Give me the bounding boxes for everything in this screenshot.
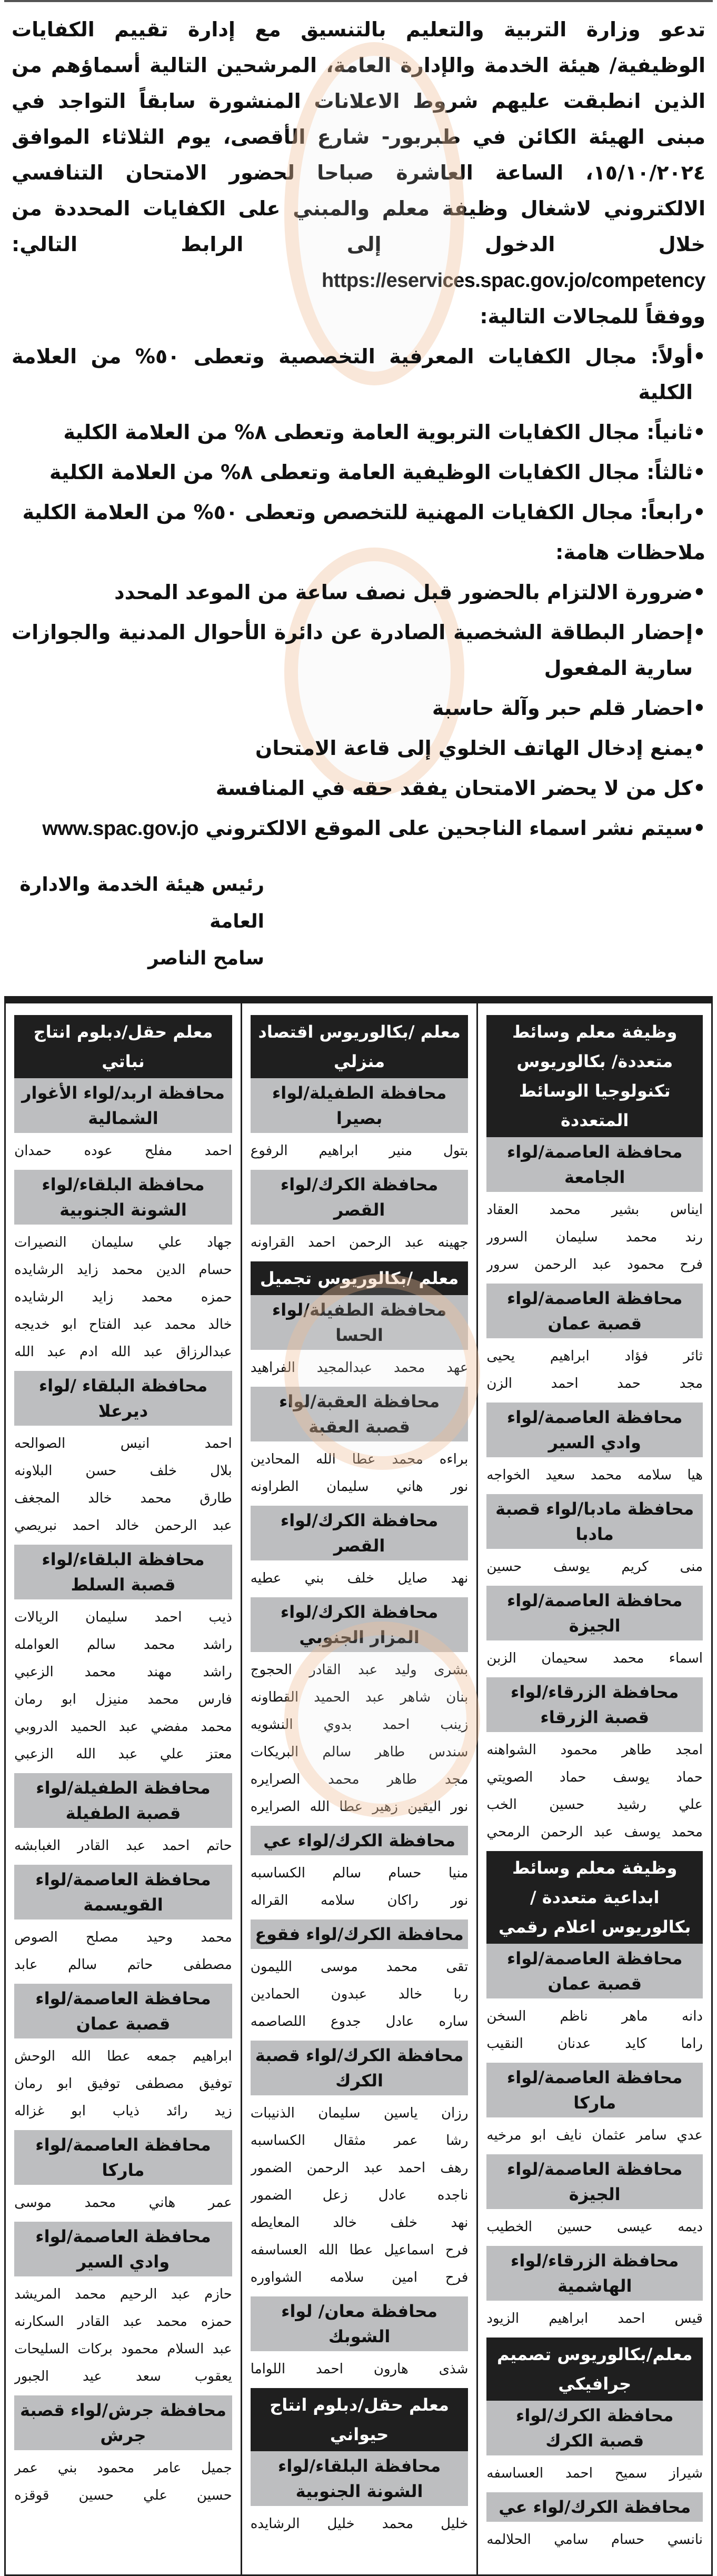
candidate-name: زيد رائد ذياب ابو غزاله bbox=[14, 2103, 232, 2119]
candidate-name: ديمه عيسى حسين الخطيب bbox=[486, 2219, 703, 2235]
candidate-name: بنان شاهر عبد الحميد القطاونه bbox=[250, 1689, 469, 1705]
candidate-list bbox=[486, 1461, 703, 1489]
candidate-name: محمد مفضي عبد الحميد الدروبي bbox=[14, 1719, 232, 1735]
candidate-list bbox=[14, 2189, 232, 2216]
candidate-list bbox=[251, 1229, 469, 1256]
governorate-header: محافظة العاصمة/لواء قصبة عمان bbox=[14, 1984, 232, 2038]
candidate-name: شيراز سميح احمد العساسفه bbox=[486, 2465, 703, 2481]
governorate-header: محافظة مادبا/لواء قصبة مادبا bbox=[486, 1494, 703, 1549]
candidate-name: زينب احمد بدوي النشويه bbox=[250, 1717, 469, 1733]
candidate-name: راشد محمد سالم العوامله bbox=[14, 1637, 232, 1653]
note-item: • يمنع إدخال الهاتف الخلوي إلى قاعة الامتحان bbox=[12, 730, 705, 766]
candidate-list bbox=[251, 2100, 469, 2291]
region-block bbox=[486, 1586, 703, 1672]
region-block bbox=[14, 2395, 232, 2509]
region-block bbox=[251, 1261, 469, 1381]
region-block bbox=[486, 2154, 703, 2241]
candidate-name: منى كريم يوسف حسين bbox=[486, 1559, 703, 1575]
governorate-header: محافظة العاصمة/لواء القويسمة bbox=[14, 1865, 232, 1919]
candidate-list bbox=[14, 1137, 232, 1165]
region-block bbox=[14, 2222, 232, 2390]
candidate-name: بتول منير ابراهيم الرفوع bbox=[250, 1143, 469, 1159]
intro-paragraph: تدعو وزارة التربية والتعليم بالتنسيق مع إدارة تقييم الكفايات الوظيفية/ هيئة الخدمة والإدارة العامة، المرشحين التالية أسماؤهم من الذين انطبقت عليهم شروط الاعلانات المنشورة سابقاً التواجد في مبنى الهيئة الكائن في طبربور- شارع الأقصى، يوم الثلاثاء الموافق ١٥/١٠/٢٠٢٤، الساعة العاشرة صباحا لحضور الامتحان التنافسي الالكتروني لاشغال وظيفة معلم والمبني على الكفايات المحددة من خلال الدخول إلى الرابط التالي: https://eservices.spac.gov.jo/competency bbox=[12, 18, 705, 292]
candidate-name: محمد يوسف عبد الرحمن الرمحي bbox=[486, 1824, 703, 1840]
note-item: • سيتم نشر اسماء الناجحين على الموقع الالكتروني www.spac.gov.jo bbox=[12, 810, 705, 847]
governorate-header: محافظة العاصمة/لواء قصبة عمان bbox=[486, 1284, 703, 1338]
candidate-list bbox=[14, 1430, 232, 1539]
competency-link[interactable]: https://eservices.spac.gov.jo/competency bbox=[321, 270, 705, 292]
candidate-name: ناجده عادل زعل الضمور bbox=[250, 2187, 469, 2203]
candidate-name: خليل محمد خليل الرشايده bbox=[250, 2516, 469, 2532]
region-block bbox=[251, 1919, 469, 2035]
candidate-name: تقى محمد موسى الليمون bbox=[250, 1959, 469, 1975]
candidate-name: عدي سامر عثمان نايف ابو مرخيه bbox=[486, 2127, 703, 2143]
candidate-name: اسماء محمد سحيمان الزبن bbox=[486, 1650, 703, 1666]
candidate-name: رزان ياسين سليمان الذنيبات bbox=[250, 2105, 469, 2121]
region-block bbox=[486, 1403, 703, 1489]
candidate-name: نهد صايل خلف بني عطيه bbox=[250, 1570, 469, 1586]
region-block bbox=[14, 1545, 232, 1768]
governorate-header: محافظة الزرقاء/لواء قصبة الزرقاء bbox=[486, 1677, 703, 1732]
domain-item: • ثالثاً: مجال الكفايات الوظيفية العامة وتعطى ٨% من العلامة الكلية bbox=[12, 454, 705, 490]
governorate-header: محافظة العاصمة/لواء قصبة عمان bbox=[486, 1944, 703, 1998]
website-link[interactable]: www.spac.gov.jo bbox=[42, 818, 198, 840]
region-block bbox=[486, 1851, 703, 2057]
candidate-list bbox=[251, 1859, 469, 1914]
candidate-name: حمزه محمد عبد القادر السكارنه bbox=[14, 2314, 232, 2330]
region-block bbox=[251, 1170, 469, 1256]
candidate-name: حاتم احمد عبد القادر الغبابشه bbox=[14, 1838, 232, 1854]
candidate-name: طارق محمد خالد المجغف bbox=[14, 1490, 232, 1506]
candidate-name: محمد وحيد مصلح الصوص bbox=[14, 1929, 232, 1945]
candidate-list bbox=[486, 1736, 703, 1846]
candidate-list bbox=[251, 2355, 469, 2383]
candidate-list bbox=[486, 1196, 703, 1278]
region-block bbox=[251, 1015, 469, 1165]
governorate-header: محافظة البلقاء /لواء ديرعلا bbox=[14, 1371, 232, 1426]
job-title-header: معلم حقل/دبلوم انتاج حيواني bbox=[251, 2388, 469, 2451]
region-block bbox=[486, 2246, 703, 2332]
candidate-list bbox=[251, 1446, 469, 1500]
domain-item: • أولاً: مجال الكفايات المعرفية التخصصية وتعطى ٥٠% من العلامة الكلية bbox=[12, 339, 705, 410]
candidate-name: عهد محمد عبدالمجيد الفراهيد bbox=[250, 1360, 469, 1376]
section-divider bbox=[4, 996, 713, 1003]
governorate-header: محافظة الكرك/لواء قصبة الكرك bbox=[251, 2041, 469, 2095]
candidate-name: فرح محمود عبد الرحمن سرور bbox=[486, 1257, 703, 1272]
governorate-header: محافظة الكرك/لواء المزار الجنوبي bbox=[251, 1597, 469, 1652]
candidate-name: احمد مفلح عوده حمدان bbox=[14, 1143, 232, 1159]
candidate-list bbox=[14, 1604, 232, 1768]
candidate-list bbox=[486, 2460, 703, 2487]
candidate-name: دانه ماهر ناظم السخن bbox=[486, 2008, 703, 2024]
note-item: • إحضار البطاقة الشخصية الصادرة عن دائرة الأحوال المدنية والجوازات سارية المفعول bbox=[12, 614, 705, 686]
candidate-name: نهد خلف خالد المعايطه bbox=[250, 2215, 469, 2231]
governorate-header: محافظة البلقاء/لواء الشونة الجنوبية bbox=[251, 2451, 469, 2506]
candidate-name: راما كايد عدنان النقيب bbox=[486, 2036, 703, 2052]
candidate-name: احمد انيس الصوالحه bbox=[14, 1436, 232, 1451]
candidate-name: مصطفى حاتم سالم عابد bbox=[14, 1957, 232, 1973]
note-item: • ضرورة الالتزام بالحضور قبل نصف ساعة من الموعد المحدد bbox=[12, 574, 705, 610]
region-block bbox=[14, 1984, 232, 2125]
region-block bbox=[14, 1865, 232, 1978]
region-block bbox=[486, 2063, 703, 2149]
domain-item: • رابعاً: مجال الكفايات المهنية للتخصص وتعطى ٥٠% من العلامة الكلية bbox=[12, 494, 705, 530]
candidate-name: مجد حمد احمد الزن bbox=[486, 1376, 703, 1391]
governorate-header: محافظة البلقاء/لواء الشونة الجنوبية bbox=[14, 1170, 232, 1225]
candidate-name: يعقوب سعد عيد الجبور bbox=[14, 2369, 232, 2384]
candidate-name: عبد الرحمن خالد احمد نبريصي bbox=[14, 1518, 232, 1534]
candidate-name: امجد طاهر محمود الشواهنه bbox=[486, 1742, 703, 1758]
candidate-list bbox=[14, 2454, 232, 2509]
candidate-name: هيا سلامه محمد سعيد الخواجه bbox=[486, 1467, 703, 1483]
note-item: • احضار قلم حبر وآلة حاسبة bbox=[12, 690, 705, 726]
region-block bbox=[14, 1015, 232, 1165]
region-block bbox=[251, 1387, 469, 1500]
candidate-name: حسين علي حسين قوقزه bbox=[14, 2488, 232, 2503]
governorate-header: محافظة اربد/لواء الأغوار الشمالية bbox=[14, 1078, 232, 1133]
region-block bbox=[486, 2338, 703, 2487]
candidates-column bbox=[241, 1003, 477, 2574]
job-title-header: معلم حقل/دبلوم انتاج نباتي bbox=[14, 1015, 232, 1078]
region-block bbox=[486, 1494, 703, 1580]
candidate-list bbox=[251, 1953, 469, 2035]
candidate-list bbox=[251, 1137, 469, 1165]
candidate-name: عبد السلام محمود بركات السليحات bbox=[14, 2341, 232, 2357]
candidate-name: عمر هاني محمد موسى bbox=[14, 2195, 232, 2211]
candidate-list bbox=[486, 2213, 703, 2241]
candidate-name: جهينه عبد الرحمن احمد القراونه bbox=[250, 1235, 469, 1250]
signature-title: رئيس هيئة الخدمة والادارة العامة bbox=[19, 874, 264, 932]
governorate-header: محافظة العاصمة/لواء الجيزة bbox=[486, 1586, 703, 1640]
governorate-header: محافظة الزرقاء/لواء الهاشمية bbox=[486, 2246, 703, 2301]
note-item: • كل من لا يحضر الامتحان يفقد حقه في المنافسة bbox=[12, 770, 705, 806]
governorate-header: محافظة الكرك/لواء القصر bbox=[251, 1506, 469, 1560]
candidate-name: حازم عبد الرحيم محمد المريشد bbox=[14, 2286, 232, 2302]
job-title-header: معلم /بكالوريوس تجميل bbox=[251, 1261, 469, 1295]
candidate-name: ابراهيم جمعه عطا الله الوحش bbox=[14, 2048, 232, 2064]
region-block bbox=[14, 2130, 232, 2216]
candidate-name: نور راكان سلامه القراله bbox=[250, 1893, 469, 1908]
governorate-header: محافظة الكرك/لواء فقوع bbox=[251, 1919, 469, 1949]
job-title-header: وظيفة معلم وسائط متعددة/ بكالوريوس تكنولوجيا الوسائط المتعددة bbox=[486, 1015, 703, 1137]
candidate-name: خالد محمد عبد الفتاح ابو خديجه bbox=[14, 1317, 232, 1332]
candidate-name: ساره عادل جدوع اللصاصمه bbox=[250, 2014, 469, 2030]
governorate-header: محافظة الكرك/لواء قصبة الكرك bbox=[486, 2401, 703, 2455]
candidate-name: سندس طاهر سالم البريكات bbox=[250, 1744, 469, 1760]
candidate-name: شذى هارون احمد اللواما bbox=[250, 2361, 469, 2377]
governorate-header: محافظة العاصمة/لواء وادي السير bbox=[14, 2222, 232, 2276]
candidate-name: فرح امين سلامه الشواوره bbox=[250, 2270, 469, 2285]
candidates-column bbox=[4, 1003, 241, 2574]
candidate-list bbox=[14, 1924, 232, 1978]
governorate-header: محافظة العاصمة/لواء وادي السير bbox=[486, 1403, 703, 1457]
candidate-name: حسام الدين محمد زايد الرشايده bbox=[14, 1262, 232, 1278]
candidate-name: ثائر فؤاد ابراهيم يحيى bbox=[486, 1348, 703, 1364]
governorate-header: محافظة الطفيلة/لواء قصبة الطفيلة bbox=[14, 1773, 232, 1828]
governorate-header: محافظة معان/ لواء الشوبك bbox=[251, 2296, 469, 2351]
job-title-header: وظيفة معلم وسائط ابداعية متعددة /بكالوريوس اعلام رقمي bbox=[486, 1851, 703, 1944]
candidate-list bbox=[486, 1645, 703, 1672]
candidate-list bbox=[14, 2281, 232, 2390]
candidate-name: قيس احمد ابراهيم الزيود bbox=[486, 2311, 703, 2326]
notes-label: ملاحظات هامة: bbox=[555, 541, 705, 564]
candidate-name: نانسي حسام سامي الحلالمه bbox=[486, 2532, 703, 2548]
job-title-header: معلم /بكالوريوس اقتصاد منزلي bbox=[251, 1015, 469, 1078]
candidate-list bbox=[14, 1229, 232, 1366]
governorate-header: محافظة العاصمة/لواء الجامعة bbox=[486, 1137, 703, 1192]
region-block bbox=[14, 1170, 232, 1366]
region-block bbox=[486, 1677, 703, 1846]
candidate-name: ايناس بشير محمد العقاد bbox=[486, 1202, 703, 1218]
announcement-body bbox=[0, 2, 717, 856]
candidates-columns bbox=[4, 1003, 713, 2576]
candidate-name: منيا حسام سالم الكساسبه bbox=[250, 1865, 469, 1881]
governorate-header: محافظة الكرك/لواء القصر bbox=[251, 1170, 469, 1225]
candidate-name: حماد يوسف حماد الصويتي bbox=[486, 1769, 703, 1785]
candidate-name: نور هاني سليمان الطراونه bbox=[250, 1479, 469, 1495]
candidate-name: جميل عامر محمود بني عمر bbox=[14, 2460, 232, 2476]
candidate-list bbox=[251, 1354, 469, 1381]
candidate-name: علي رشيد حسين الخب bbox=[486, 1797, 703, 1813]
region-block bbox=[251, 1597, 469, 1821]
governorate-header: محافظة الكرك/لواء عي bbox=[486, 2492, 703, 2522]
region-block bbox=[251, 1506, 469, 1592]
governorate-header: محافظة العاصمة/لواء الجيزة bbox=[486, 2154, 703, 2209]
candidate-name: عبدالرزاق عبد الله ادم عبد الله bbox=[14, 1344, 232, 1360]
domains-list bbox=[12, 339, 705, 530]
governorate-header: محافظة جرش/لواء قصبة جرش bbox=[14, 2395, 232, 2450]
region-block bbox=[14, 1773, 232, 1859]
region-block bbox=[486, 1284, 703, 1397]
candidate-name: رند محمد سليمان السرور bbox=[486, 1229, 703, 1245]
domain-item: • ثانياً: مجال الكفايات التربوية العامة وتعطى ٨% من العلامة الكلية bbox=[12, 414, 705, 450]
candidate-name: حمزه محمد زايد الرشايده bbox=[14, 1289, 232, 1305]
candidate-name: جهاد علي سليمان النصيرات bbox=[14, 1235, 232, 1250]
candidate-name: مجد طاهر محمد الصرايره bbox=[250, 1772, 469, 1787]
candidate-list bbox=[486, 1553, 703, 1580]
region-block bbox=[251, 2296, 469, 2383]
governorate-header: محافظة الطفيلة/لواء بصيرا bbox=[251, 1078, 469, 1133]
candidate-name: بشرى وليد عبد القادر الحجوج bbox=[250, 1662, 469, 1678]
candidate-list bbox=[486, 2122, 703, 2149]
candidate-list bbox=[251, 1656, 469, 1821]
signature-name: سامح الناصر bbox=[148, 948, 264, 969]
region-block bbox=[14, 1371, 232, 1539]
candidate-list bbox=[251, 1565, 469, 1592]
region-block bbox=[251, 1826, 469, 1914]
candidate-name: فرح اسماعيل عطا الله العساسفه bbox=[250, 2242, 469, 2258]
domains-label: ووفقاً للمجالات التالية: bbox=[480, 305, 705, 328]
candidate-name: توفيق مصطفى توفيق ابو رمان bbox=[14, 2076, 232, 2092]
candidate-list bbox=[14, 2043, 232, 2125]
candidate-name: براءه محمد عطا الله المحادين bbox=[250, 1451, 469, 1467]
region-block bbox=[486, 1015, 703, 1278]
candidate-list bbox=[251, 2510, 469, 2538]
candidate-name: ربا خالد عبدون الحمادين bbox=[250, 1986, 469, 2002]
candidate-name: رشا عمر مثقال الكساسبه bbox=[250, 2133, 469, 2149]
candidate-name: بلال خلف حسن البلاونه bbox=[14, 1463, 232, 1479]
governorate-header: محافظة الكرك/لواء عي bbox=[251, 1826, 469, 1855]
governorate-header: محافظة البلقاء/لواء قصبة السلط bbox=[14, 1545, 232, 1599]
governorate-header: محافظة الطفيلة/لواء الحسا bbox=[251, 1295, 469, 1350]
candidate-list bbox=[486, 1342, 703, 1397]
signature bbox=[0, 856, 717, 977]
candidate-name: معتز علي عبد الله الزعبي bbox=[14, 1746, 232, 1762]
region-block bbox=[251, 2388, 469, 2538]
candidate-name: راشد مهند محمد الزعبي bbox=[14, 1664, 232, 1680]
candidate-name: فارس محمد منيزل ابو رمان bbox=[14, 1692, 232, 1707]
candidate-list bbox=[486, 2305, 703, 2332]
candidate-list bbox=[486, 2003, 703, 2057]
candidate-list bbox=[486, 2526, 703, 2553]
notes-list bbox=[12, 574, 705, 847]
candidate-list bbox=[14, 1832, 232, 1859]
governorate-header: محافظة العقبة/لواء قصبة العقبة bbox=[251, 1387, 469, 1441]
region-block bbox=[486, 2492, 703, 2553]
region-block bbox=[251, 2041, 469, 2291]
job-title-header: معلم/بكالوريوس تصميم جرافيكي bbox=[486, 2338, 703, 2401]
governorate-header: محافظة العاصمة/لواء ماركا bbox=[14, 2130, 232, 2185]
governorate-header: محافظة العاصمة/لواء ماركا bbox=[486, 2063, 703, 2117]
candidate-name: رهف احمد عبد الرحمن الضمور bbox=[250, 2160, 469, 2176]
candidate-name: نور اليقين زهير عطا الله الصرايره bbox=[250, 1799, 469, 1815]
candidates-column bbox=[476, 1003, 713, 2574]
candidate-name: ذيب احمد سليمان الريالات bbox=[14, 1609, 232, 1625]
